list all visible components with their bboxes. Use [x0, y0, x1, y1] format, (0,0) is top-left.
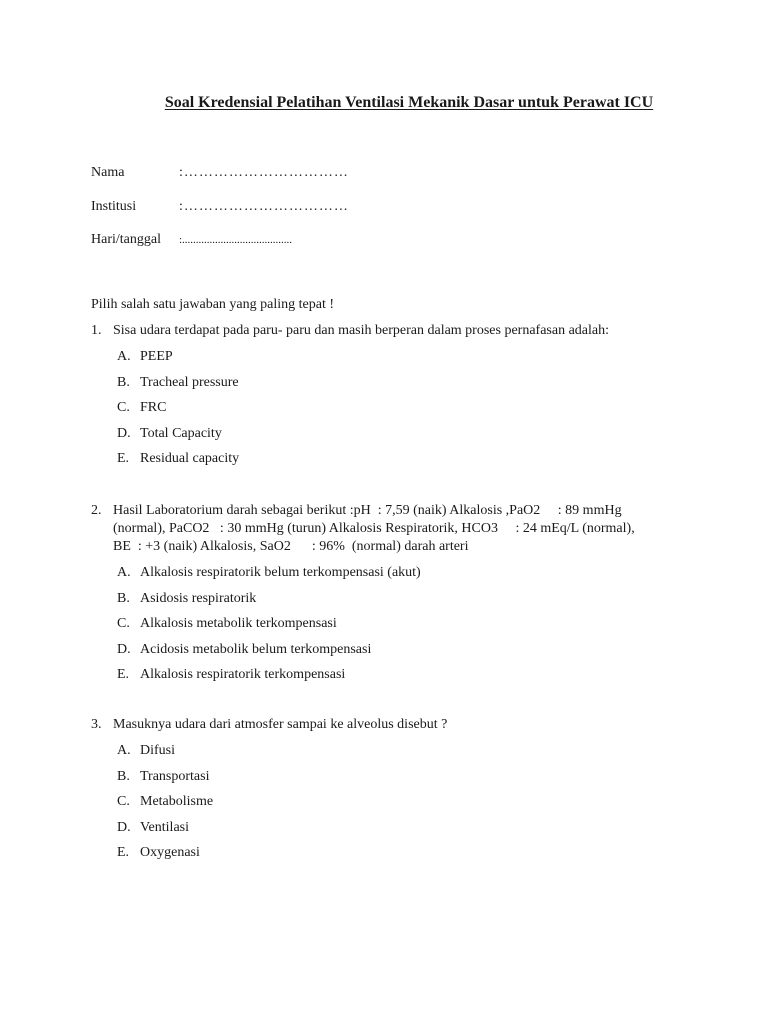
option-b — [117, 590, 691, 616]
page-title: Soal Kredensial Pelatihan Ventilasi Mekanik Dasar untuk Perawat ICU — [164, 94, 654, 111]
field-label: Institusi — [91, 199, 137, 214]
option-letter: A. — [117, 565, 131, 580]
option-text: Acidosis metabolik belum terkompensasi — [140, 641, 372, 657]
option-list — [117, 348, 691, 476]
question-1 — [91, 322, 691, 476]
option-letter: D. — [117, 425, 131, 441]
option-text: Alkalosis respiratorik terkompensasi — [140, 667, 346, 682]
option-text: Metabolisme — [140, 794, 214, 809]
option-letter: D. — [117, 819, 131, 835]
field-blank: :…………………………… — [179, 165, 349, 180]
option-list — [117, 742, 691, 870]
option-letter: E. — [117, 451, 130, 466]
question-3 — [91, 716, 691, 870]
option-text: Total Capacity — [140, 425, 222, 441]
option-letter: B. — [117, 374, 130, 390]
option-letter: C. — [117, 616, 130, 631]
option-letter: C. — [117, 400, 130, 415]
option-letter: A. — [117, 349, 131, 364]
option-list — [117, 564, 691, 692]
field-hari-tanggal — [91, 231, 292, 249]
option-d — [117, 819, 691, 845]
question-text: Masuknya udara dari atmosfer sampai ke alveolus disebut ? — [113, 717, 448, 732]
question-line: (normal), PaCO2 : 30 mmHg (turun) Alkalosis Respiratorik, HCO3 : 24 mEq/L (normal), — [113, 521, 635, 536]
option-d — [117, 425, 691, 451]
option-text: Difusi — [140, 743, 175, 758]
option-d — [117, 641, 691, 667]
option-text: PEEP — [140, 349, 173, 364]
field-nama — [91, 164, 349, 182]
option-a — [117, 348, 691, 374]
option-c — [117, 615, 691, 641]
field-blank: :…………………………… — [179, 199, 349, 214]
option-letter: E. — [117, 845, 130, 860]
question-text — [113, 502, 691, 556]
question-line: Hasil Laboratorium darah sebagai berikut :pH : 7,59 (naik) Alkalosis ,PaO2 : 89 mmHg — [113, 503, 622, 518]
question-number: 3. — [91, 717, 102, 732]
option-text: Alkalosis respiratorik belum terkompensasi (akut) — [140, 565, 421, 580]
option-letter: A. — [117, 743, 131, 758]
option-c — [117, 793, 691, 819]
question-2 — [91, 502, 691, 692]
instruction: Pilih salah satu jawaban yang paling tepat ! — [91, 297, 334, 312]
option-text: Ventilasi — [140, 819, 189, 835]
question-number: 2. — [91, 503, 102, 518]
field-institusi — [91, 198, 349, 216]
option-e — [117, 844, 691, 870]
field-label: Nama — [91, 165, 125, 180]
option-b — [117, 374, 691, 400]
question-text: Sisa udara terdapat pada paru- paru dan masih berperan dalam proses pernafasan adalah: — [113, 323, 610, 338]
option-e — [117, 666, 691, 692]
option-text: Oxygenasi — [140, 845, 200, 860]
option-text: Alkalosis metabolik terkompensasi — [140, 616, 337, 631]
field-label: Hari/tanggal — [91, 232, 161, 247]
option-letter: B. — [117, 768, 130, 784]
option-letter: C. — [117, 794, 130, 809]
option-c — [117, 399, 691, 425]
option-text: Tracheal pressure — [140, 374, 239, 390]
question-line: BE : +3 (naik) Alkalosis, SaO2 : 96% (normal) darah arteri — [113, 539, 469, 554]
question-number: 1. — [91, 323, 102, 338]
option-a — [117, 564, 691, 590]
field-blank: :........................................ — [179, 234, 293, 246]
option-letter: D. — [117, 641, 131, 657]
option-letter: B. — [117, 590, 130, 606]
option-b — [117, 768, 691, 794]
option-e — [117, 450, 691, 476]
option-text: FRC — [140, 400, 167, 415]
option-text: Transportasi — [140, 768, 210, 784]
option-text: Asidosis respiratorik — [140, 590, 257, 606]
option-text: Residual capacity — [140, 451, 240, 466]
option-a — [117, 742, 691, 768]
option-letter: E. — [117, 667, 130, 682]
